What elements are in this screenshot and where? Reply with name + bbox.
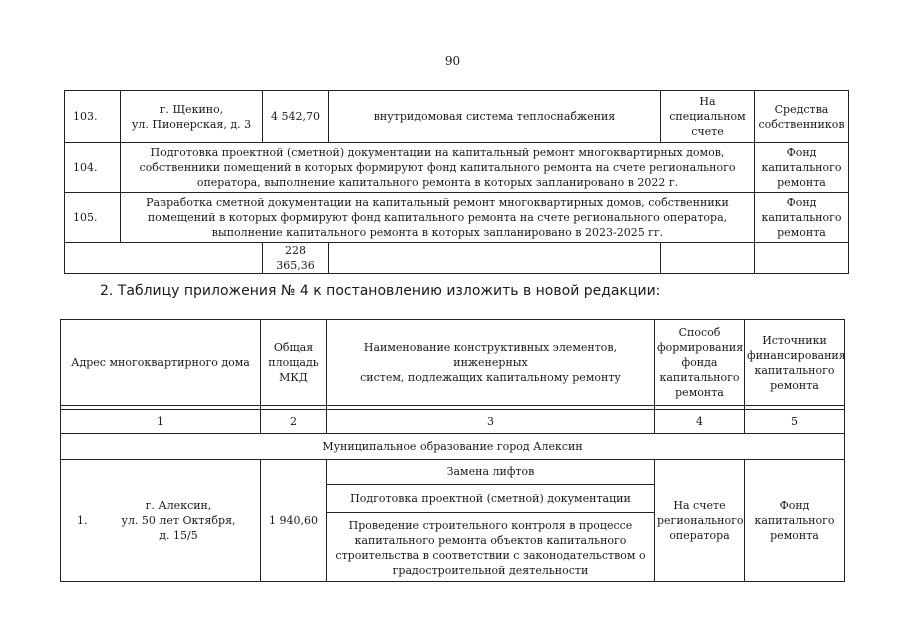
page-number: 90 bbox=[444, 54, 461, 68]
area-cell: 4 542,70 bbox=[263, 91, 329, 143]
column-number-row bbox=[61, 410, 845, 434]
column-number: 5 bbox=[745, 410, 845, 434]
row-number: 104. bbox=[65, 143, 121, 193]
table-row bbox=[65, 91, 849, 143]
municipality-name: Муниципальное образование город Алексин bbox=[61, 434, 845, 460]
municipality-row bbox=[61, 434, 845, 460]
works-cell bbox=[327, 460, 655, 582]
empty-cell bbox=[329, 243, 661, 274]
header-area: Общая площадь МКД bbox=[261, 320, 327, 406]
column-number: 3 bbox=[327, 410, 655, 434]
header-address: Адрес многоквартирного дома bbox=[61, 320, 261, 406]
table-row bbox=[65, 193, 849, 243]
table-row bbox=[65, 143, 849, 193]
source-cell: Фонд капитального ремонта bbox=[745, 460, 845, 582]
empty-cell bbox=[661, 243, 755, 274]
description-cell: Подготовка проектной (сметной) документации на капитальный ремонт многоквартирных домов, собственники помещений в которых формируют фонд капитального ремонта на счете регионального оператора, выполнение капитального ремонта в которых запланировано в 2022 г. bbox=[121, 143, 755, 193]
column-number: 4 bbox=[655, 410, 745, 434]
method-cell: На специальном счете bbox=[661, 91, 755, 143]
empty-cell bbox=[755, 243, 849, 274]
source-cell: Фонд капитального ремонта bbox=[755, 193, 849, 243]
work-item: Замена лифтов bbox=[446, 465, 535, 478]
row-number: 105. bbox=[65, 193, 121, 243]
column-number: 2 bbox=[261, 410, 327, 434]
address-cell: г. Щекино, ул. Пионерская, д. 3 bbox=[121, 91, 263, 143]
table-row bbox=[61, 460, 845, 582]
work-item: Проведение строительного контроля в процессе капитального ремонта объектов капитального строительства в соответствии с законодательством о градостроительной деятельности bbox=[327, 512, 654, 578]
instruction-text: 2. Таблицу приложения № 4 к постановлению изложить в новой редакции: bbox=[100, 283, 661, 299]
header-source: Источники финансирования капитального ремонта bbox=[745, 320, 845, 406]
work-cell: внутридомовая система теплоснабжения bbox=[329, 91, 661, 143]
empty-cell bbox=[65, 243, 263, 274]
description-cell: Разработка сметной документации на капитальный ремонт многоквартирных домов, собственники помещений в которых формируют фонд капитального ремонта на счете регионального оператора, выполнение капитального ремонта в которых запланировано в 2023-2025 гг. bbox=[121, 193, 755, 243]
appendix-table bbox=[60, 319, 845, 582]
address-text: г. Алексин, ул. 50 лет Октября, д. 15/5 bbox=[121, 499, 236, 542]
source-cell: Средства собственников bbox=[755, 91, 849, 143]
header-elements: Наименование конструктивных элементов, инженерных систем, подлежащих капитальному ремонту bbox=[327, 320, 655, 406]
header-row bbox=[61, 320, 845, 406]
row-number: 103. bbox=[65, 91, 121, 143]
method-cell: На счете регионального оператора bbox=[655, 460, 745, 582]
column-number: 1 bbox=[61, 410, 261, 434]
address-cell bbox=[61, 460, 261, 582]
source-cell: Фонд капитального ремонта bbox=[755, 143, 849, 193]
area-cell: 1 940,60 bbox=[261, 460, 327, 582]
row-number: 1. bbox=[77, 514, 88, 527]
work-item: Подготовка проектной (сметной) документации bbox=[327, 484, 654, 512]
total-row bbox=[65, 243, 849, 274]
header-method: Способ формирования фонда капитального ремонта bbox=[655, 320, 745, 406]
continuation-table bbox=[64, 90, 849, 274]
total-value: 228 365,36 bbox=[263, 243, 329, 274]
